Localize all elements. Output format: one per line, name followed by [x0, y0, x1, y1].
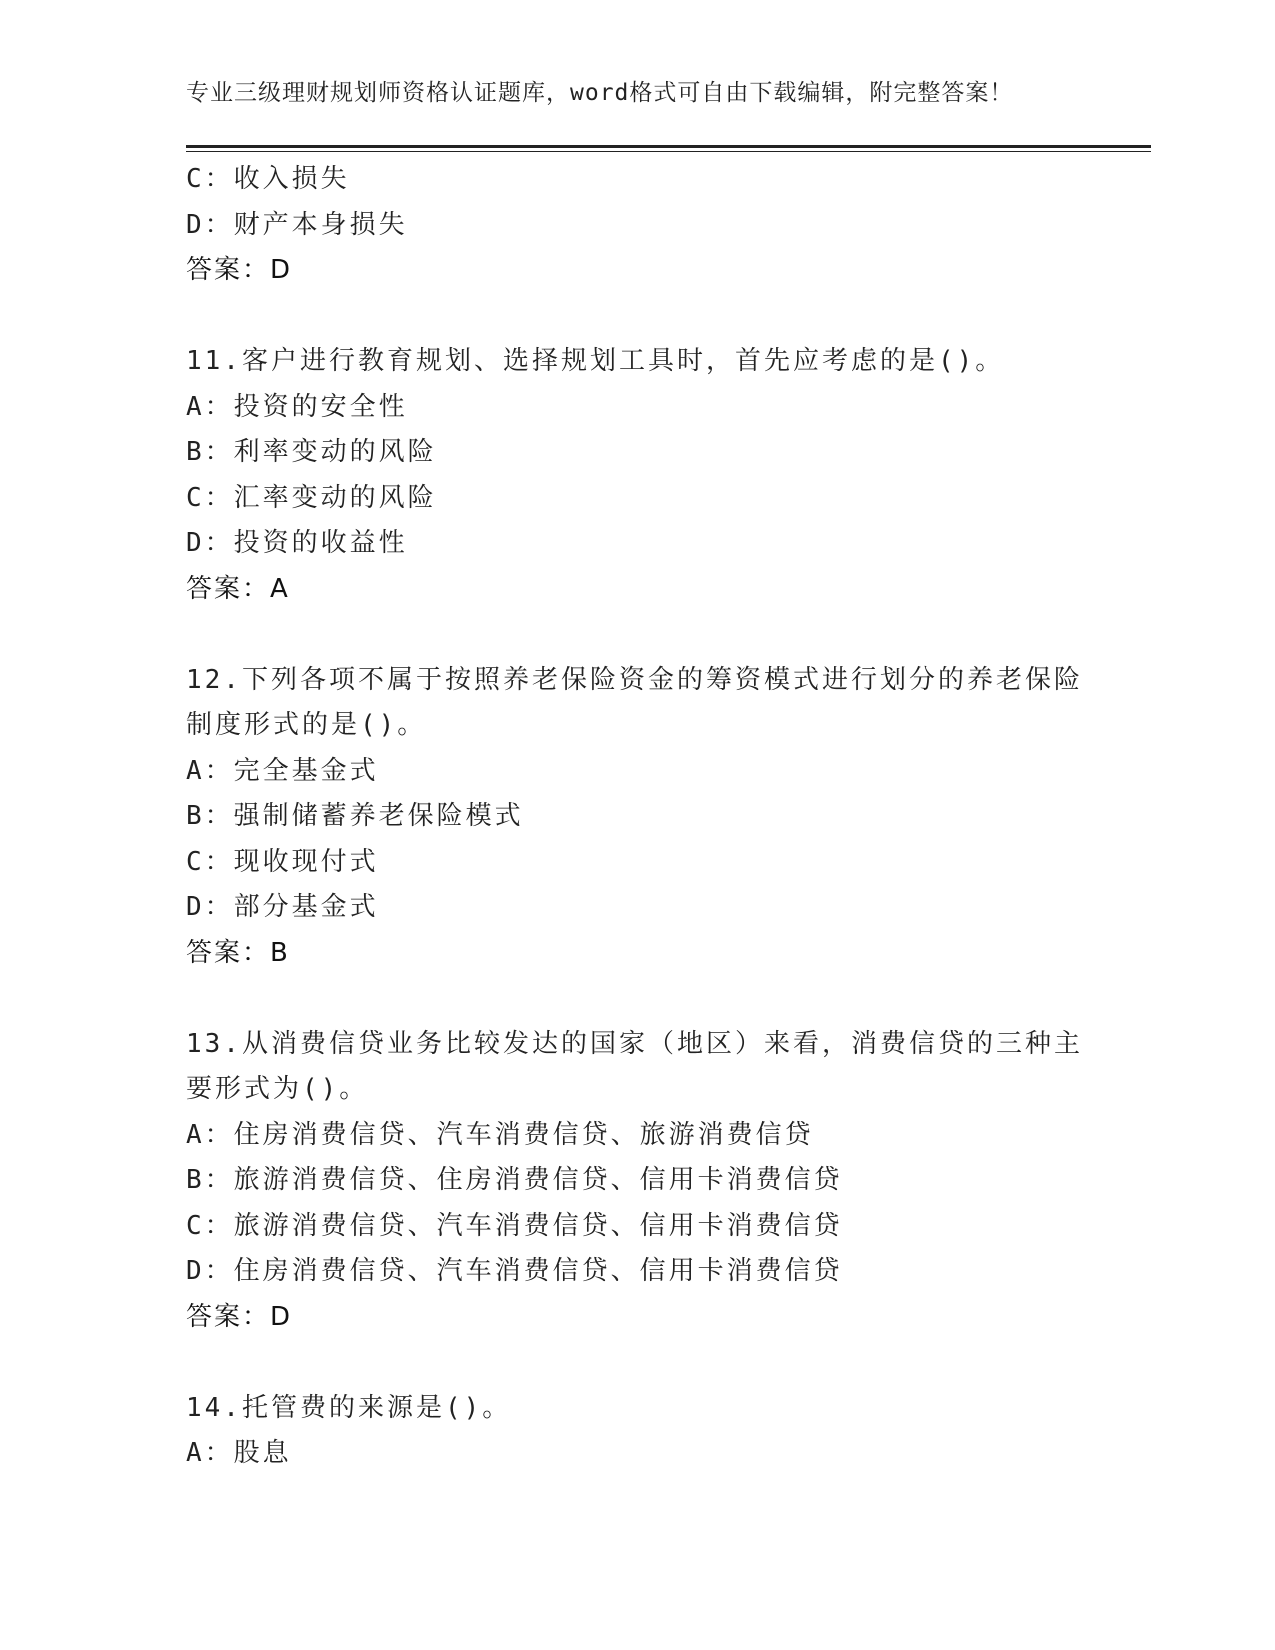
question-text-line-2: 制度形式的是()。: [186, 710, 427, 740]
question-text-line-1: 12.下列各项不属于按照养老保险资金的筹资模式进行划分的养老保险: [186, 664, 1083, 695]
option-d: D：住房消费信贷、汽车消费信贷、信用卡消费信贷: [186, 1256, 843, 1286]
question-block: [186, 1386, 1151, 1477]
question-block: [186, 157, 1151, 294]
answer-line: 答案：D: [186, 1301, 293, 1332]
spacer: [186, 976, 1151, 1022]
header-rule-thin: [186, 151, 1151, 152]
spacer: [186, 612, 1151, 658]
option-d: D：投资的收益性: [186, 528, 408, 558]
option-a: A：投资的安全性: [186, 391, 408, 422]
question-text: 11.客户进行教育规划、选择规划工具时，首先应考虑的是()。: [186, 346, 1005, 376]
answer-line: 答案：A: [186, 573, 290, 604]
option-c: C：现收现付式: [186, 846, 379, 877]
option-c: C：汇率变动的风险: [186, 482, 437, 513]
option-b: B：强制储蓄养老保险模式: [186, 801, 524, 831]
spacer: [186, 1340, 1151, 1386]
header-rule-thick: [186, 145, 1151, 148]
question-text-line-1: 13.从消费信贷业务比较发达的国家（地区）来看，消费信贷的三种主: [186, 1028, 1083, 1059]
option-d: D：部分基金式: [186, 892, 379, 922]
option-a: A：完全基金式: [186, 755, 379, 786]
spacer: [186, 294, 1151, 340]
page-header: 专业三级理财规划师资格认证题库，word格式可自由下载编辑，附完整答案！: [186, 80, 1014, 106]
question-block: [186, 339, 1151, 612]
answer-line: 答案：D: [186, 255, 293, 285]
option-b: B：旅游消费信贷、住房消费信贷、信用卡消费信贷: [186, 1165, 843, 1195]
option-c: C：收入损失: [186, 164, 350, 194]
option-a: A：股息: [186, 1438, 292, 1468]
option-d: D：财产本身损失: [186, 209, 408, 240]
option-c: C：旅游消费信贷、汽车消费信贷、信用卡消费信贷: [186, 1210, 843, 1241]
question-text: 14.托管费的来源是()。: [186, 1392, 512, 1423]
option-b: B：利率变动的风险: [186, 437, 437, 467]
question-text-line-2: 要形式为()。: [186, 1074, 369, 1104]
question-block: [186, 658, 1151, 977]
option-a: A：住房消费信贷、汽车消费信贷、旅游消费信贷: [186, 1119, 814, 1150]
question-block: [186, 1022, 1151, 1341]
answer-line: 答案：B: [186, 937, 290, 968]
question-list: [186, 157, 1151, 1477]
